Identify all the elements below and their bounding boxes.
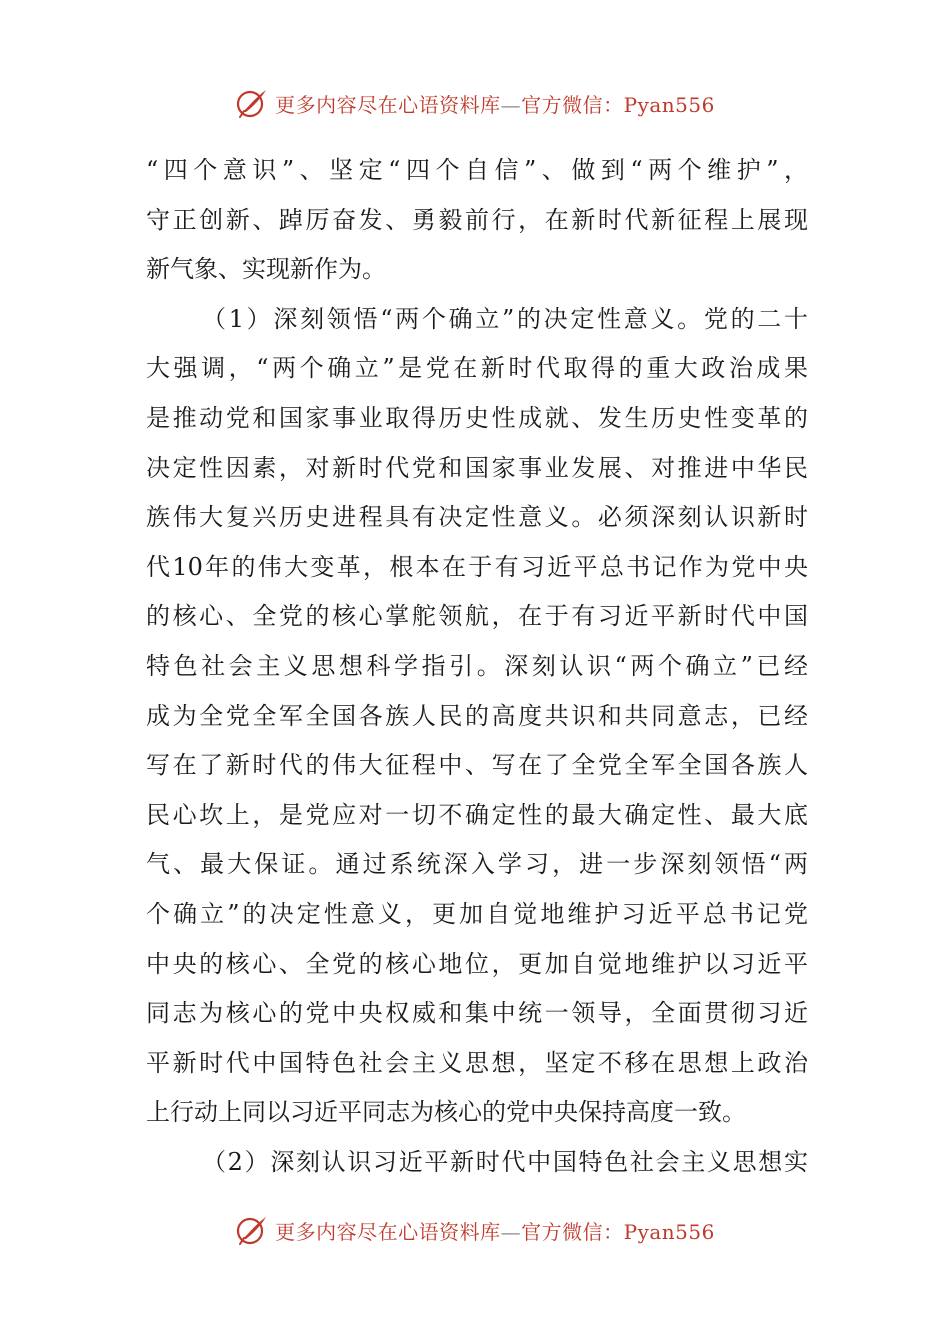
text-line: 特色社会主义思想科学指引。深刻认识“两个确立”已经 — [146, 651, 808, 680]
text-line: 成为全党全军全国各族人民的高度共识和共同意志，已经 — [146, 701, 808, 730]
text-line: 族伟大复兴历史进程具有决定性意义。必须深刻认识新时 — [146, 503, 808, 532]
quill-pen-logo-icon — [235, 1213, 269, 1247]
text-line: 代10年的伟大变革，根本在于有习近平总书记作为党中央 — [146, 552, 808, 581]
text-line: 民心坎上，是党应对一切不确定性的最大确定性、最大底 — [146, 800, 808, 829]
text-line: “四个意识”、坚定“四个自信”、做到“两个维护”， — [146, 156, 808, 184]
text-line: 平新时代中国特色社会主义思想，坚定不移在思想上政治 — [146, 1048, 808, 1077]
text-line: 上行动上同以习近平同志为核心的党中央保持高度一致。 — [146, 1098, 746, 1127]
text-line: 决定性因素，对新时代党和国家事业发展、对推进中华民 — [146, 453, 808, 482]
text-line: 气、最大保证。通过系统深入学习，进一步深刻领悟“两 — [146, 850, 808, 879]
text-line: 写在了新时代的伟大征程中、写在了全党全军全国各族人 — [146, 751, 808, 780]
footer-banner-contact: 官方微信：Pyan556 — [521, 1219, 715, 1244]
document-body — [146, 146, 808, 1187]
header-banner-title: 更多内容尽在心语资料库 — [275, 92, 501, 117]
text-line: 守正创新、踔厉奋发、勇毅前行，在新时代新征程上展现 — [146, 205, 808, 234]
header-banner — [0, 83, 950, 123]
text-line: 是推动党和国家事业取得历史性成就、发生历史性变革的 — [146, 403, 808, 432]
text-line: 同志为核心的党中央权威和集中统一领导，全面贯彻习近 — [146, 999, 808, 1028]
footer-banner-title: 更多内容尽在心语资料库 — [275, 1219, 501, 1244]
text-line: 中央的核心、全党的核心地位，更加自觉地维护以习近平 — [146, 949, 808, 978]
text-line: （2）深刻认识习近平新时代中国特色社会主义思想实 — [202, 1147, 808, 1176]
quill-pen-logo-icon — [235, 86, 269, 120]
text-line: 个确立”的决定性意义，更加自觉地维护习近平总书记党 — [146, 899, 808, 928]
footer-banner-separator: — — [500, 1219, 522, 1244]
text-line: 的核心、全党的核心掌舵领航，在于有习近平新时代中国 — [146, 602, 808, 631]
header-banner-separator: — — [500, 92, 522, 117]
text-line: 大强调，“两个确立”是党在新时代取得的重大政治成果 — [146, 354, 808, 383]
text-line: 新气象、实现新作为。 — [146, 255, 386, 284]
header-banner-contact: 官方微信：Pyan556 — [521, 92, 715, 117]
text-line: （1）深刻领悟“两个确立”的决定性意义。党的二十 — [202, 304, 808, 333]
footer-banner — [0, 1210, 950, 1250]
